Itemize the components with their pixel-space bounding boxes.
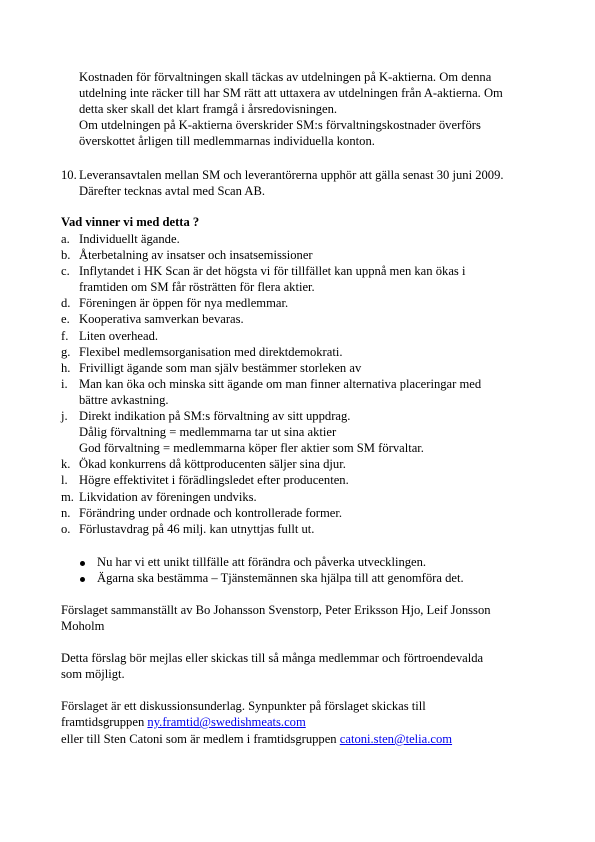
intro-line: överskottet årligen till medlemmarnas individuella konton. — [79, 134, 375, 148]
list-item-label: f. — [61, 329, 69, 343]
list-item-label: a. — [61, 232, 70, 246]
list-item-label: l. — [61, 473, 68, 487]
list-item-text: Frivilligt ägande som man själv bestämmer storleken av — [79, 361, 362, 375]
item-line: Därefter tecknas avtal med Scan AB. — [79, 184, 266, 198]
bullet-item: Ägarna ska bestämma – Tjänstemännen ska hjälpa till att genomföra det. — [97, 571, 464, 585]
list-item-text: framtiden om SM får rösträtten för flera aktier. — [79, 280, 315, 294]
list-item-text: Individuellt ägande. — [79, 232, 180, 246]
item-number: 10. — [61, 168, 77, 182]
bullet-item: Nu har vi ett unikt tillfälle att förändra och påverka utvecklingen. — [97, 555, 427, 569]
mail-note-line: som möjligt. — [61, 667, 125, 681]
section-heading: Vad vinner vi med detta ? — [61, 215, 200, 229]
compiled-line: Moholm — [61, 619, 105, 633]
list-item-label: h. — [61, 361, 71, 375]
list-item-label: o. — [61, 522, 71, 536]
item-line: Leveransavtalen mellan SM och leverantörerna upphör att gälla senast 30 juni 2009. — [79, 168, 504, 182]
discussion-line — [61, 714, 306, 730]
list-item-text: Återbetalning av insatser och insatsemissioner — [79, 248, 313, 262]
list-item-text: Direkt indikation på SM:s förvaltning av sitt uppdrag. — [79, 409, 351, 423]
list-item-text: bättre avkastning. — [79, 393, 169, 407]
bullet-dot-icon — [80, 577, 85, 582]
intro-line: detta sker skall det klart framgå i årsredovisningen. — [79, 102, 338, 116]
list-item-text: Dålig förvaltning = medlemmarna tar ut sina aktier — [79, 425, 337, 439]
list-item-label: m. — [61, 490, 74, 504]
list-item-label: d. — [61, 296, 71, 310]
discussion-line — [61, 731, 452, 747]
list-item-label: k. — [61, 457, 71, 471]
list-item-text: Högre effektivitet i förädlingsledet efter producenten. — [79, 473, 349, 487]
intro-line: Om utdelningen på K-aktierna överskrider SM:s förvaltningskostnader överförs — [79, 118, 481, 132]
list-item-text: Inflytandet i HK Scan är det högsta vi för tillfället kan uppnå men kan ökas i — [79, 264, 466, 278]
list-item-text: Ökad konkurrens då köttproducenten säljer sina djur. — [79, 457, 346, 471]
discussion-line: Förslaget är ett diskussionsunderlag. Synpunkter på förslaget skickas till — [61, 699, 426, 713]
list-item-text: Liten overhead. — [79, 329, 159, 343]
list-item-label: b. — [61, 248, 71, 262]
list-item-text: Man kan öka och minska sitt ägande om man finner alternativa placeringar med — [79, 377, 482, 391]
intro-line: Kostnaden för förvaltningen skall täckas av utdelningen på K-aktierna. Om denna — [79, 70, 492, 84]
list-item-label: i. — [61, 377, 68, 391]
discussion-prefix: eller till Sten Catoni som är medlem i framtidsgruppen — [61, 732, 340, 746]
list-item-label: n. — [61, 506, 71, 520]
list-item-text: Kooperativa samverkan bevaras. — [79, 312, 244, 326]
bullet-dot-icon — [80, 561, 85, 566]
email-link-framtid[interactable]: ny.framtid@swedishmeats.com — [147, 715, 306, 729]
list-item-text: Likvidation av föreningen undviks. — [79, 490, 257, 504]
list-item-label: e. — [61, 312, 70, 326]
intro-line: utdelning inte räcker till har SM rätt att uttaxera av utdelningen från A-aktierna. Om — [79, 86, 503, 100]
list-item-text: Förlustavdrag på 46 milj. kan utnyttjas fullt ut. — [79, 522, 315, 536]
compiled-line: Förslaget sammanställt av Bo Johansson Svenstorp, Peter Eriksson Hjo, Leif Jonsson — [61, 603, 491, 617]
list-item-text: God förvaltning = medlemmarna köper fler aktier som SM förvaltar. — [79, 441, 424, 455]
list-item-label: c. — [61, 264, 70, 278]
list-item-text: Förändring under ordnade och kontrollerade former. — [79, 506, 342, 520]
mail-note-line: Detta förslag bör mejlas eller skickas till så många medlemmar och förtroendevalda — [61, 651, 484, 665]
list-item-label: g. — [61, 345, 71, 359]
email-link-catoni[interactable]: catoni.sten@telia.com — [339, 732, 453, 746]
list-item-label: j. — [61, 409, 68, 423]
discussion-prefix: framtidsgruppen — [61, 715, 148, 729]
list-item-text: Föreningen är öppen för nya medlemmar. — [79, 296, 289, 310]
list-item-text: Flexibel medlemsorganisation med direktdemokrati. — [79, 345, 343, 359]
